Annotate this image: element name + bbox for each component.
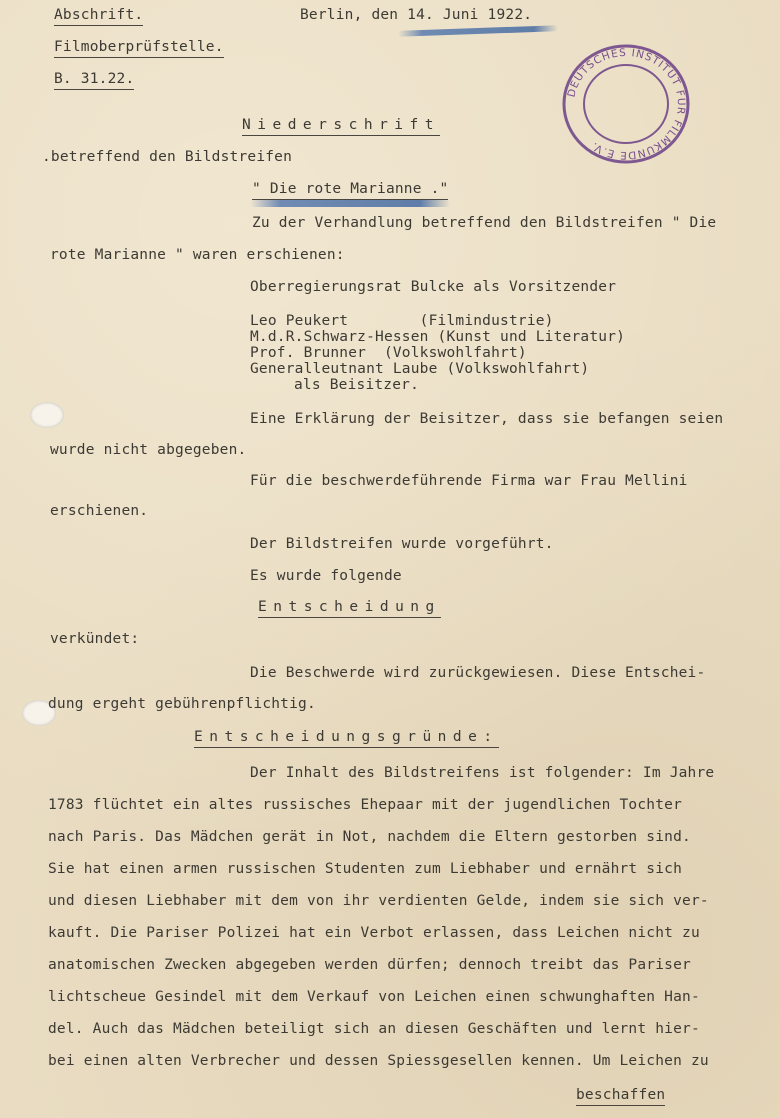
member-1: Leo Peukert (Filmindustrie) <box>250 313 554 329</box>
blue-pencil-mark <box>398 25 558 37</box>
institute-stamp <box>560 42 692 166</box>
announced-line: verkündet: <box>50 631 140 647</box>
chairman-line: Oberregierungsrat Bulcke als Vorsitzender <box>250 279 617 295</box>
office-name: Filmoberprüfstelle. <box>54 38 224 58</box>
reasons-line-5: und diesen Liebhaber mit dem von ihr verdienten Gelde, indem sie sich ver- <box>48 893 709 909</box>
reasons-line-8: lichtscheue Gesindel mit dem Verkauf von Leichen einen schwunghaften Han- <box>48 989 700 1005</box>
paragraph-1-line-2: rote Marianne " waren erschienen: <box>50 247 345 263</box>
paragraph-2-line-2: wurde nicht abgegeben. <box>50 442 247 458</box>
reasons-line-7: anatomischen Zwecken abgegeben werden dürfen; dennoch treibt das Pariser <box>48 957 691 973</box>
member-3: Prof. Brunner (Volkswohlfahrt) <box>250 345 527 361</box>
punch-hole-top <box>30 402 64 428</box>
decision-heading: Entscheidung <box>258 598 441 618</box>
reasons-heading: Entscheidungsgründe: <box>194 728 499 748</box>
paragraph-3-line-1: Für die beschwerdeführende Firma war Frau Mellini <box>250 473 688 489</box>
document-title: Niederschrift <box>242 116 440 136</box>
file-number: B. 31.22. <box>54 70 134 90</box>
reasons-line-1: Der Inhalt des Bildstreifens ist folgender: Im Jahre <box>250 765 715 781</box>
members-role: als Beisitzer. <box>294 377 420 393</box>
stamp-text: DEUTSCHES INSTITUT FÜR FILMKUNDE E.V. <box>565 46 688 162</box>
reasons-line-2: 1783 flüchtet ein altes russisches Ehepaar mit der jugendlichen Tochter <box>48 797 683 813</box>
paragraph-3-line-2: erschienen. <box>50 503 149 519</box>
paragraph-5: Es wurde folgende <box>250 568 402 584</box>
paragraph-2-line-1: Eine Erklärung der Beisitzer, dass sie befangen seien <box>250 411 724 427</box>
catchword: beschaffen <box>576 1086 665 1106</box>
member-4: Generalleutnant Laube (Volkswohlfahrt) <box>250 361 590 377</box>
reasons-line-9: del. Auch das Mädchen beteiligt sich an diesen Geschäften und lernt hier- <box>48 1021 700 1037</box>
reasons-line-6: kauft. Die Pariser Polizei hat ein Verbot erlassen, dass Leichen nicht zu <box>48 925 700 941</box>
copy-note: Abschrift. <box>54 6 143 26</box>
reasons-line-4: Sie hat einen armen russischen Studenten zum Liebhaber und ernährt sich <box>48 861 683 877</box>
film-title: " Die rote Marianne ." <box>252 180 448 200</box>
decision-line-1: Die Beschwerde wird zurückgewiesen. Diese Entschei- <box>250 665 706 681</box>
reasons-line-3: nach Paris. Das Mädchen gerät in Not, nachdem die Eltern gestorben sind. <box>48 829 691 845</box>
blue-pencil-underline <box>250 200 450 207</box>
place-date: Berlin, den 14. Juni 1922. <box>300 7 533 23</box>
reasons-line-10: bei einen alten Verbrecher und dessen Spiessgesellen kennen. Um Leichen zu <box>48 1053 709 1069</box>
concerning-line: .betreffend den Bildstreifen <box>42 149 293 165</box>
paragraph-1-line-1: Zu der Verhandlung betreffend den Bildstreifen " Die <box>252 215 717 231</box>
decision-line-2: dung ergeht gebührenpflichtig. <box>48 696 316 712</box>
paragraph-4: Der Bildstreifen wurde vorgeführt. <box>250 536 554 552</box>
member-2: M.d.R.Schwarz-Hessen (Kunst und Literatur) <box>250 329 626 345</box>
